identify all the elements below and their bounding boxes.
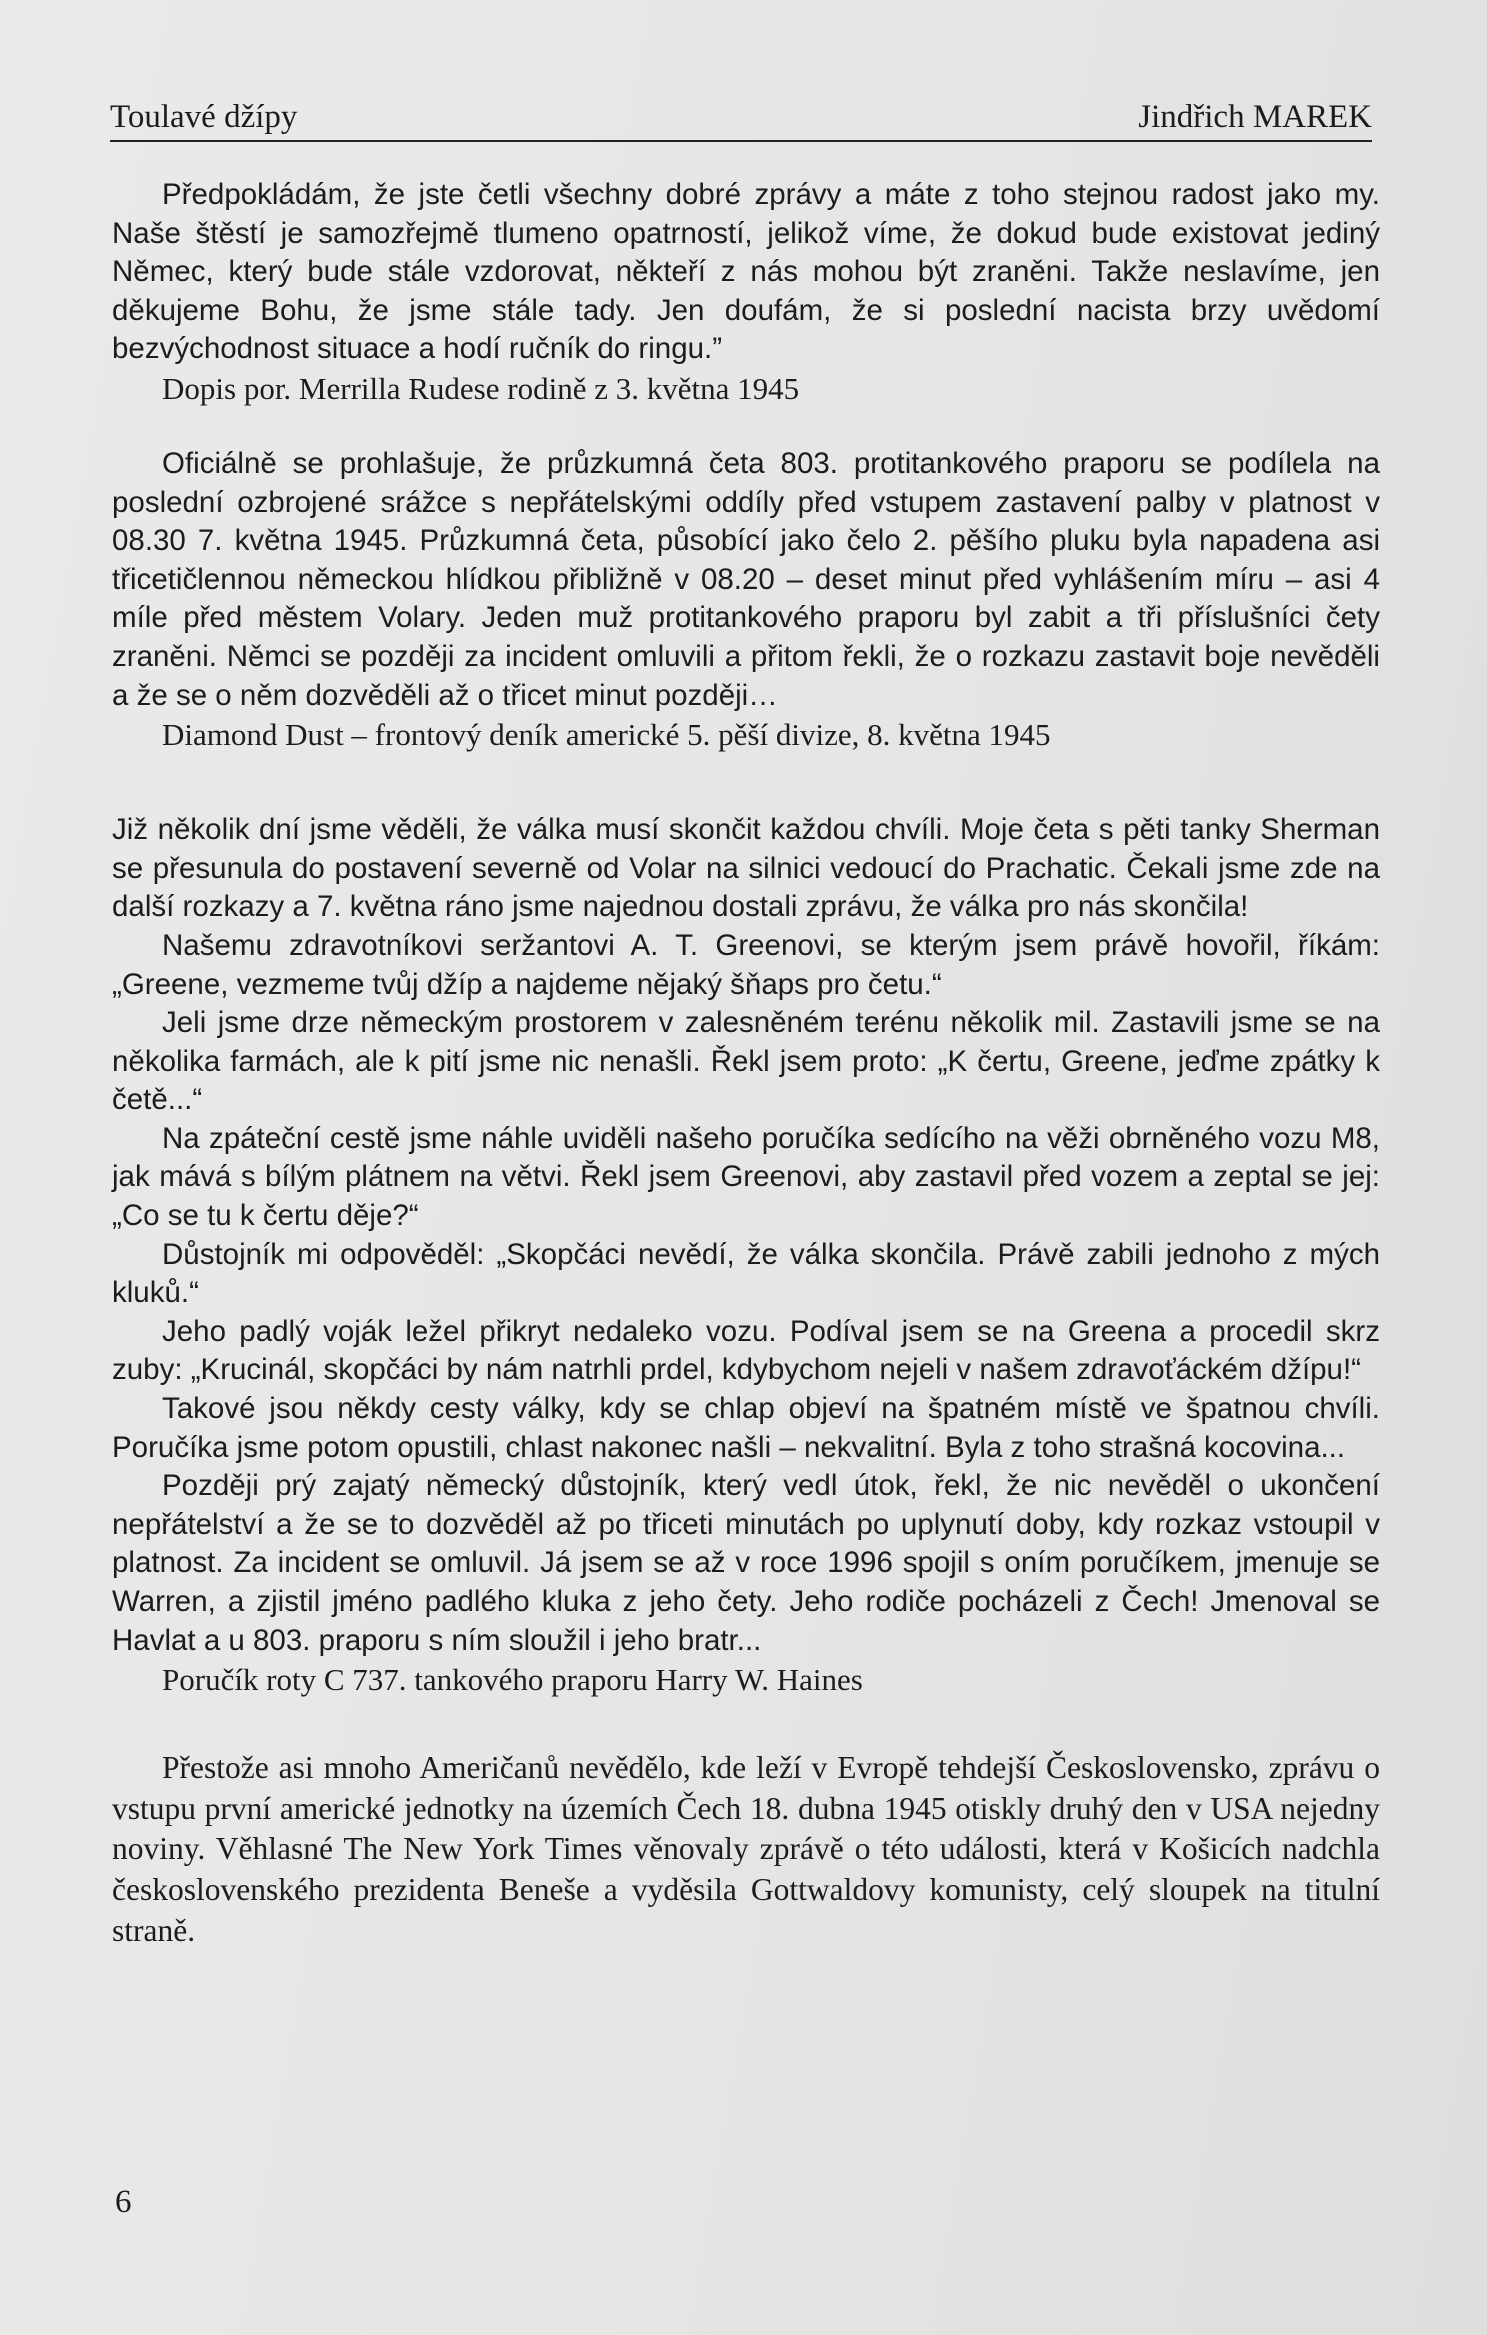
quote-letter-attribution: Dopis por. Merrilla Rudese rodině z 3. května 1945 [162, 370, 800, 406]
quote-memoir-paragraph: Důstojník mi odpověděl: „Skopčáci nevědí, že válka skončila. Právě zabili jednoho z mých kluků.“ [112, 1237, 1380, 1310]
quote-memoir-paragraph: Takové jsou někdy cesty války, kdy se chlap objeví na špatném místě ve špatnou chvíli. Poručíka jsme potom opustili, chlast nakonec našli – nekvalitní. Byla z toho strašná kocovina... [112, 1392, 1380, 1464]
quote-memoir-paragraph: Jeho padlý voják ležel přikryt nedaleko vozu. Podíval jsem se na Greena a procedil skrz zuby: „Krucinál, skopčáci by nám natrhli prdel, kdybychom nejeli v našem zdravoťáckém džípu!“ [112, 1314, 1380, 1387]
quote-diary-text: Oficiálně se prohlašuje, že průzkumná četa 803. protitankového praporu se podílela na poslední ozbrojené srážce s nepřátelskými oddíly před vstupem zastavení palby v platnost v 08.30 7. května 1945. Průzkumná četa, působící jako čelo 2. pěšího pluku byla napadena asi třicetičlennou německou hlídkou přibližně v 08.20 – deset minut před vyhlášením míru – asi 4 míle před městem Volary. Jeden muž protitankového praporu byl zabit a tři příslušníci čety zraněni. Němci se později za incident omluvili a přitom řekli, že o rozkazu zastavit boje nevěděli a že se o něm dozvěděli až o třicet minut později… [112, 446, 1380, 712]
quote-memoir-paragraph: Později prý zajatý německý důstojník, který vedl útok, řekl, že nic nevěděl o ukončení nepřátelství a že se to dozvěděl až po třiceti minutách po uplynutí doby, kdy rozkaz vstoupil v platnost. Za incident se omluvil. Já jsem se až v roce 1996 spojil s oním poručíkem, jmenuje se Warren, a zjistil jméno padlého kluka z jeho čety. Jeho rodiče pocházeli z Čech! Jmenoval se Havlat a u 803. praporu s ním sloužil i jeho bratr... [112, 1469, 1380, 1657]
section-spacer [112, 1700, 1380, 1748]
quote-memoir-paragraph: Již několik dní jsme věděli, že válka musí skončit každou chvíli. Moje četa s pěti tanky Sherman se přesunula do postavení severně od Volar na silnici vedoucí do Prachatic. Čekali jsme zde na další rozkazy a 7. května ráno jsme najednou dostali zprávu, že válka pro nás skončila! [112, 813, 1380, 924]
quote-diary-attribution: Diamond Dust – frontový deník americké 5. pěší divize, 8. května 1945 [162, 717, 1051, 753]
running-header [110, 88, 1372, 142]
quote-memoir-paragraph: Na zpáteční cestě jsme náhle uviděli našeho poručíka sedícího na věži obrněného vozu M8, jak mává s bílým plátnem na větvi. Řekl jsem Greenovi, aby zastavil před vozem a zeptal se jej: „Co se tu k čertu děje?“ [112, 1121, 1380, 1233]
author-name: Jindřich MAREK [1138, 99, 1372, 135]
section-spacer [112, 409, 1380, 445]
section-spacer [112, 755, 1380, 811]
book-title: Toulavé džípy [110, 99, 298, 135]
quote-memoir-attribution: Poručík roty C 737. tankového praporu Harry W. Haines [162, 1662, 863, 1698]
quote-memoir-paragraph: Našemu zdravotníkovi seržantovi A. T. Greenovi, se kterým jsem právě hovořil, říkám: „Greene, vezmeme tvůj džíp a najdeme nějaký šňaps pro četu.“ [112, 928, 1380, 1001]
page-content [112, 176, 1380, 1951]
quote-memoir-paragraph: Jeli jsme drze německým prostorem v zalesněném terénu několik mil. Zastavili jsme se na několika farmách, ale k pití jsme nic nenašli. Řekl jsem proto: „K čertu, Greene, jeďme zpátky k četě...“ [112, 1006, 1380, 1117]
body-paragraph: Přestože asi mnoho Američanů nevědělo, kde leží v Evropě tehdejší Československo, zprávu o vstupu první americké jednotky na územích Čech 18. dubna 1945 otiskly druhý den v USA nejedny noviny. Věhlasné The New York Times věnovaly zprávě o této události, která v Košicích nadchla československého prezidenta Beneše a vyděsila Gottwaldovy komunisty, celý sloupek na titulní straně. [112, 1750, 1380, 1948]
quote-letter-text: Předpokládám, že jste četli všechny dobré zprávy a máte z toho stejnou radost jako my. Naše štěstí je samozřejmě tlumeno opatrností, jelikož víme, že dokud bude existovat jediný Němec, který bude stále vzdorovat, někteří z nás mohou být zraněni. Takže neslavíme, jen děkujeme Bohu, že jsme stále tady. Jen doufám, že si poslední nacista brzy uvědomí bezvýchodnost situace a hodí ručník do ringu.” [112, 178, 1380, 366]
page-number: 6 [115, 2184, 132, 2220]
